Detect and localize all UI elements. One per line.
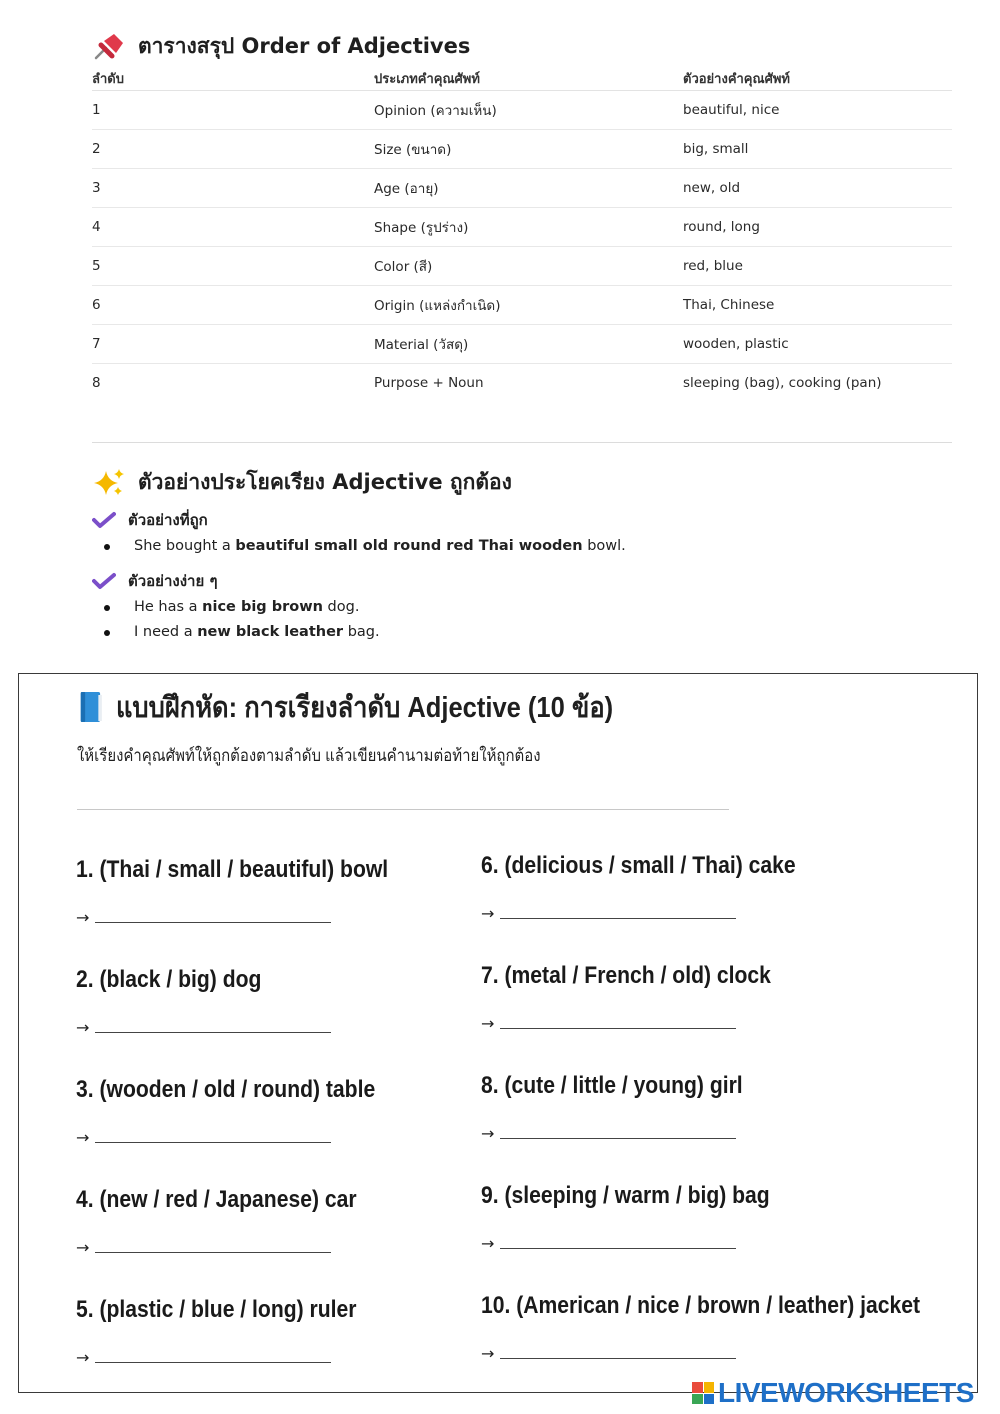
cell-order: 2 — [92, 130, 374, 169]
cell-type: Shape (รูปร่าง) — [374, 208, 683, 247]
answer-blank[interactable] — [500, 904, 736, 919]
exercise-instruction: ให้เรียงคำคุณศัพท์ให้ถูกต้องตามลำดับ แล้วเขียนคำนามต่อท้ายให้ถูกต้อง — [77, 746, 541, 765]
cell-order: 8 — [92, 375, 101, 391]
arrow-icon: → — [481, 1124, 495, 1143]
arrow-icon: → — [481, 1014, 495, 1033]
cell-order: 4 — [92, 208, 374, 247]
check-mark-icon — [92, 511, 116, 529]
example-text: bowl. — [582, 538, 626, 554]
example-text: bag. — [343, 624, 380, 640]
table-row — [92, 169, 952, 208]
answer-blank[interactable] — [95, 1348, 331, 1363]
question-6: 6. (delicious / small / Thai) cake — [481, 852, 796, 879]
table-row — [92, 130, 952, 169]
correct-examples-list — [92, 534, 952, 559]
table-row — [92, 325, 952, 364]
cell-example: red, blue — [683, 247, 952, 286]
answer-line-7[interactable] — [481, 1014, 736, 1033]
example-text: He has a — [134, 599, 203, 615]
table-row — [92, 286, 952, 325]
answer-blank[interactable] — [95, 1128, 331, 1143]
summary-title: ตารางสรุป Order of Adjectives — [138, 33, 471, 58]
arrow-icon: → — [481, 904, 495, 923]
table-header-row — [92, 66, 952, 91]
sparkles-icon — [92, 467, 126, 497]
cell-order: 3 — [92, 169, 374, 208]
answer-blank[interactable] — [500, 1344, 736, 1359]
question-2: 2. (black / big) dog — [76, 966, 262, 993]
table-row — [92, 364, 952, 403]
answer-blank[interactable] — [95, 1238, 331, 1253]
answer-line-10[interactable] — [481, 1344, 736, 1363]
arrow-icon: → — [76, 1348, 90, 1367]
table-row — [92, 247, 952, 286]
cell-order: 6 — [92, 286, 374, 325]
question-3: 3. (wooden / old / round) table — [76, 1076, 376, 1103]
cell-example: big, small — [683, 130, 952, 169]
list-item — [92, 620, 952, 645]
example-text: She bought a — [134, 538, 236, 554]
pushpin-icon — [92, 31, 126, 61]
examples-title: ตัวอย่างประโยคเรียง Adjective ถูกต้อง — [138, 469, 512, 494]
exercise-box — [18, 673, 978, 1393]
list-item — [92, 595, 952, 620]
arrow-icon: → — [481, 1234, 495, 1253]
cell-type: Age (อายุ) — [374, 169, 683, 208]
cell-type: Opinion (ความเห็น) — [374, 91, 683, 130]
answer-line-9[interactable] — [481, 1234, 736, 1253]
arrow-icon: → — [76, 1128, 90, 1147]
answer-blank[interactable] — [500, 1124, 736, 1139]
answer-blank[interactable] — [500, 1234, 736, 1249]
section-divider — [92, 442, 952, 443]
summary-heading — [92, 28, 952, 64]
cell-order: 7 — [92, 325, 374, 364]
liveworksheets-logo-icon — [692, 1382, 714, 1404]
cell-type: Purpose + Noun — [374, 375, 484, 391]
arrow-icon: → — [76, 908, 90, 927]
question-8: 8. (cute / little / young) girl — [481, 1072, 743, 1099]
answer-line-3[interactable] — [76, 1128, 331, 1147]
arrow-icon: → — [76, 1238, 90, 1257]
list-item — [92, 534, 952, 559]
cell-example: new, old — [683, 169, 952, 208]
examples-section — [92, 464, 952, 645]
cell-order: 1 — [92, 91, 374, 130]
example-text: I need a — [134, 624, 198, 640]
cell-type: Material (วัสดุ) — [374, 325, 683, 364]
answer-line-1[interactable] — [76, 908, 331, 927]
example-text: dog. — [322, 599, 360, 615]
table-row — [92, 91, 952, 130]
answer-line-4[interactable] — [76, 1238, 331, 1257]
cell-type: Origin (แหล่งกำเนิด) — [374, 286, 683, 325]
exercise-divider — [77, 809, 729, 810]
exercise-heading — [79, 684, 613, 730]
answer-line-8[interactable] — [481, 1124, 736, 1143]
answer-line-2[interactable] — [76, 1018, 331, 1037]
correct-heading-text: ตัวอย่างที่ถูก — [128, 511, 208, 529]
col-header-type: ประเภทคำคุณศัพท์ — [374, 66, 683, 91]
watermark-text: LIVEWORKSHEETS — [718, 1377, 974, 1408]
order-table — [92, 66, 952, 402]
simple-examples-heading — [92, 569, 952, 593]
cell-example: sleeping (bag), cooking (pan) — [683, 375, 882, 391]
example-bold: nice big brown — [202, 599, 323, 615]
cell-example: round, long — [683, 208, 952, 247]
correct-examples-heading — [92, 508, 952, 532]
answer-blank[interactable] — [500, 1014, 736, 1029]
cell-example: Thai, Chinese — [683, 286, 952, 325]
exercise-title: แบบฝึกหัด: การเรียงลำดับ Adjective (10 ข้อ) — [115, 692, 614, 724]
check-mark-icon — [92, 572, 116, 590]
col-header-order: ลำดับ — [92, 66, 374, 91]
col-header-examples: ตัวอย่างคำคุณศัพท์ — [683, 66, 952, 91]
question-10: 10. (American / nice / brown / leather) jacket — [481, 1292, 920, 1319]
cell-example: beautiful, nice — [683, 91, 952, 130]
liveworksheets-watermark — [692, 1377, 974, 1409]
summary-section — [92, 28, 952, 402]
question-5: 5. (plastic / blue / long) ruler — [76, 1296, 357, 1323]
answer-blank[interactable] — [95, 1018, 331, 1033]
simple-heading-text: ตัวอย่างง่าย ๆ — [128, 572, 218, 590]
blue-book-icon — [79, 690, 104, 724]
cell-type: Color (สี) — [374, 247, 683, 286]
question-4: 4. (new / red / Japanese) car — [76, 1186, 357, 1213]
cell-type: Size (ขนาด) — [374, 130, 683, 169]
examples-heading — [92, 464, 952, 500]
example-bold: new black leather — [197, 624, 344, 640]
question-9: 9. (sleeping / warm / big) bag — [481, 1182, 770, 1209]
cell-example: wooden, plastic — [683, 325, 952, 364]
answer-line-5[interactable] — [76, 1348, 331, 1367]
answer-blank[interactable] — [95, 908, 331, 923]
table-row — [92, 208, 952, 247]
answer-line-6[interactable] — [481, 904, 736, 923]
question-1: 1. (Thai / small / beautiful) bowl — [76, 856, 389, 883]
arrow-icon: → — [481, 1344, 495, 1363]
question-7: 7. (metal / French / old) clock — [481, 962, 771, 989]
example-bold: beautiful small old round red Thai wooden — [235, 538, 583, 554]
arrow-icon: → — [76, 1018, 90, 1037]
cell-order: 5 — [92, 247, 374, 286]
simple-examples-list — [92, 595, 952, 645]
